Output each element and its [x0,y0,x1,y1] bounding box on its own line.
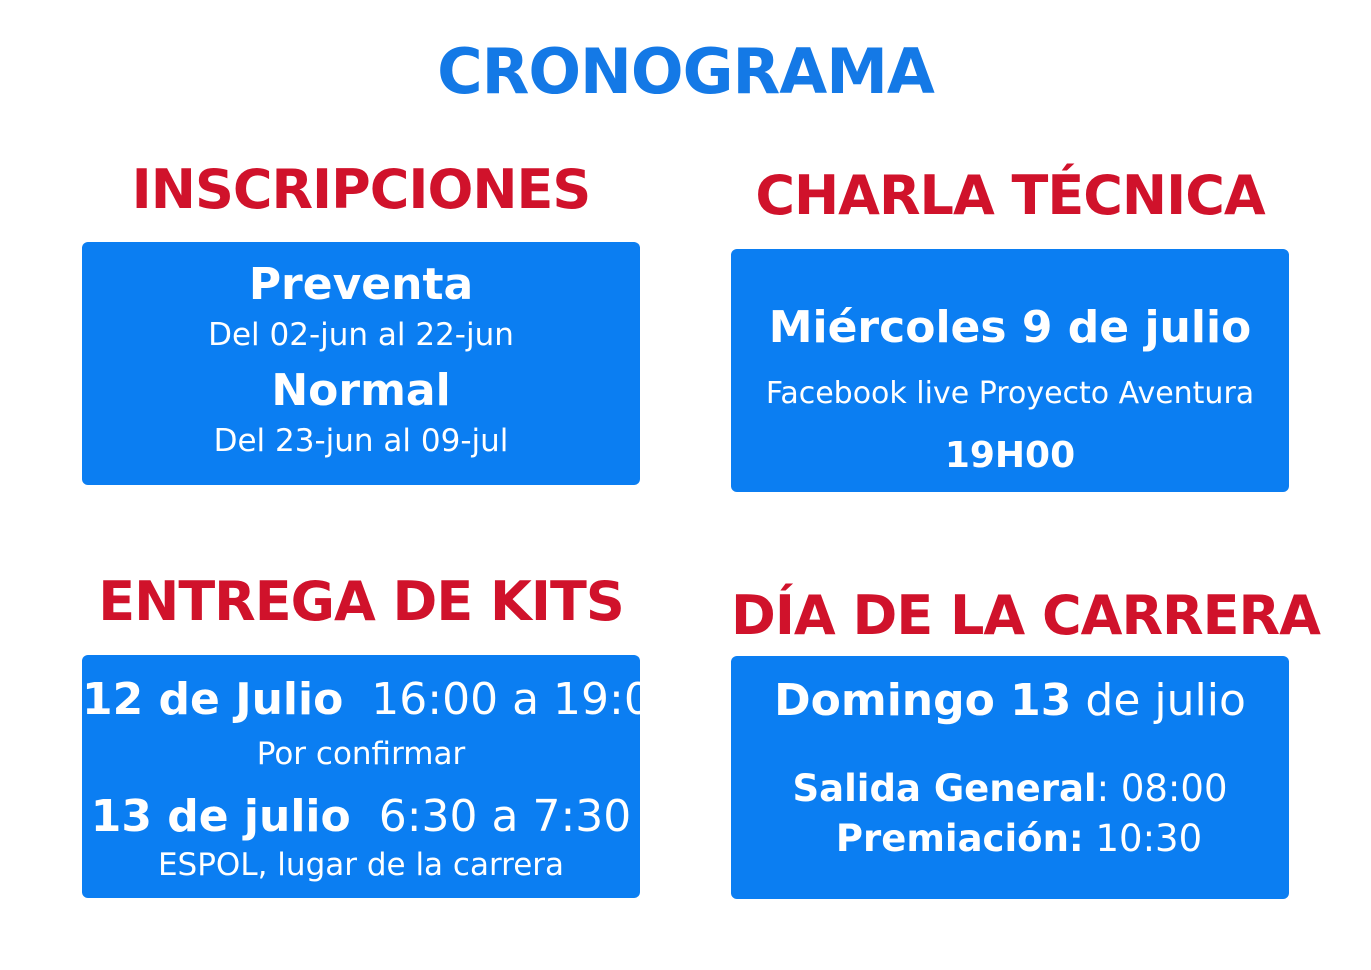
carrera-date-rest: de julio [1085,675,1246,726]
charla-venue: Facebook live Proyecto Aventura [765,376,1255,411]
carrera-card [731,656,1289,899]
section-heading-charla: CHARLA TÉCNICA [755,164,1265,227]
inscripciones-card [82,242,640,485]
salida-time: : 08:00 [1096,767,1228,810]
kits-card [82,655,680,898]
kits-day2-row [82,792,640,842]
kits-day1-row [82,674,680,725]
carrera-date-bold: Domingo 13 [774,675,1072,726]
kits-day2-date: 13 de julio [90,791,351,842]
premiacion-label: Premiación: [835,817,1084,860]
kits-day2-time: 6:30 a 7:30 [378,791,632,842]
section-heading-inscripciones: INSCRIPCIONES [131,158,591,221]
charla-card [731,249,1289,492]
normal-label: Normal [271,365,451,416]
normal-dates: Del 23-jun al 09-jul [213,423,509,459]
charla-date: Miércoles 9 de julio [768,302,1252,353]
section-heading-kits: ENTREGA DE KITS [98,570,624,633]
kits-day1-date: 12 de Julio [82,674,344,725]
kits-day2-place: ESPOL, lugar de la carrera [157,847,565,883]
page-title: CRONOGRAMA [437,35,934,108]
section-heading-carrera: DÍA DE LA CARRERA [731,584,1320,647]
preventa-dates: Del 02-jun al 22-jun [208,317,514,353]
carrera-date-row [731,676,1289,726]
charla-time: 19H00 [944,435,1076,476]
premiacion-time: 10:30 [1095,817,1203,860]
carrera-premiacion-row [731,818,1289,860]
salida-label: Salida General [792,767,1097,810]
preventa-label: Preventa [248,259,474,310]
kits-day1-time: 16:00 a 19:00 [371,674,680,725]
carrera-salida-row [731,768,1289,810]
kits-day1-note: Por confirmar [256,736,466,772]
